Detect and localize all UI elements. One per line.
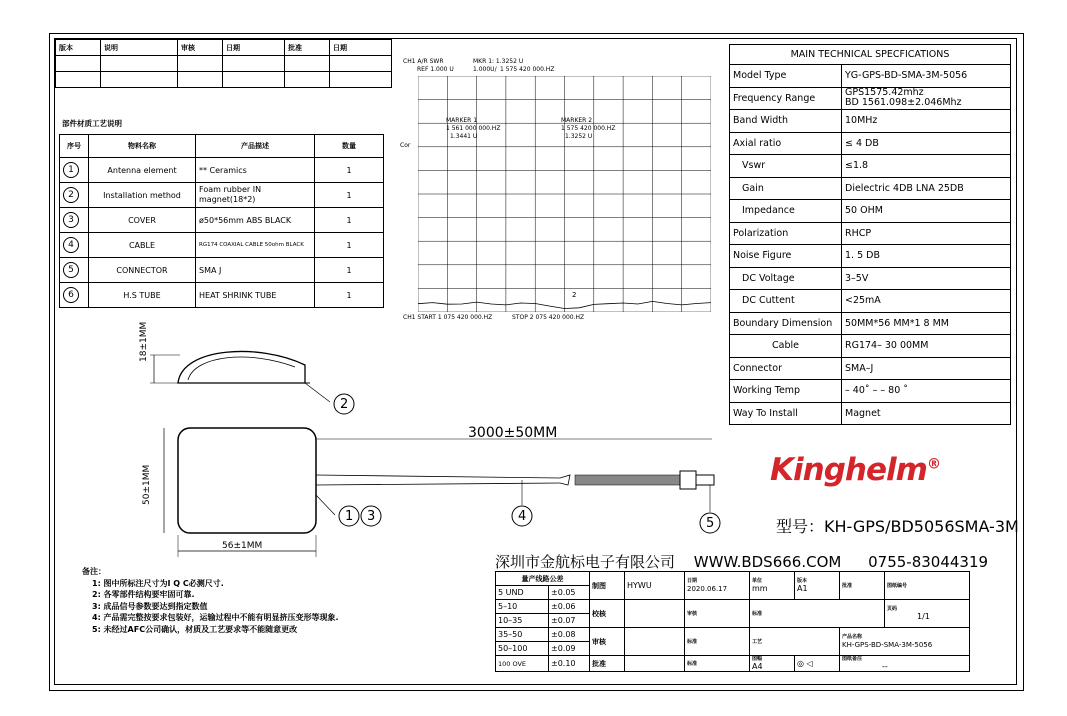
part-qty: 1 <box>315 183 384 208</box>
company-phone: 0755-83044319 <box>868 553 989 571</box>
parts-table <box>59 134 384 308</box>
spec-label: Vswr <box>730 155 842 178</box>
page-value: 1/1 <box>917 612 930 621</box>
spec-value: BD 1561.098±2.046Mhz <box>845 97 962 109</box>
spec-value: 1. 5 DB <box>842 245 1011 268</box>
spec-label: Band Width <box>730 110 842 133</box>
size-value: A4 <box>752 662 763 671</box>
part-desc: Foam rubber IN magnet(18*2) <box>196 183 315 208</box>
kinghelm-logo <box>770 452 940 488</box>
spec-value: Dielectric 4DB LNA 25DB <box>842 177 1011 200</box>
spec-label: DC Cuttent <box>730 290 842 313</box>
product-value: KH-GPS-BD-SMA-3M-5056 <box>842 641 933 649</box>
spec-value: GPS1575.42mhz <box>845 87 924 99</box>
cable-line-top <box>316 475 560 478</box>
row-number: 5 <box>63 262 79 278</box>
part-qty: 1 <box>315 208 384 233</box>
drawn-label: 制图 <box>590 572 625 600</box>
rev-header: 说明 <box>101 40 178 56</box>
callout-13-leader <box>316 495 335 515</box>
row-number: 2 <box>63 187 79 203</box>
tech-spec-table <box>729 44 1011 425</box>
chart-footer-start: CH1 START 1 075 420 000.HZ <box>403 314 493 321</box>
tech-title: MAIN TECHNICAL SPECFICATIONS <box>730 45 1011 65</box>
sma-connector-tip <box>696 475 714 485</box>
row-number: 1 <box>63 162 79 178</box>
part-qty: 1 <box>315 233 384 258</box>
chart-header-freq: 1 575 420 000.HZ <box>500 66 555 73</box>
std2-label: 标准 <box>687 638 698 645</box>
notes-block <box>82 566 339 635</box>
date-label: 日期 <box>687 578 698 584</box>
height-dim-label: 18±1MM <box>139 321 149 362</box>
size-label: 图幅 <box>752 656 763 662</box>
spec-label: Noise Figure <box>730 245 842 268</box>
parts-header: 序号 <box>60 135 89 158</box>
table-row <box>60 208 384 233</box>
rev-header: 审核 <box>178 40 223 56</box>
antenna-top-view <box>178 428 316 533</box>
check-label: 校核 <box>590 600 625 628</box>
chart-header-left: CH1 A/R SWR <box>403 58 444 65</box>
approve-label: 批准 <box>842 582 853 589</box>
row-number: 6 <box>63 287 79 303</box>
company-line <box>495 551 1015 572</box>
std3-label: 标准 <box>687 660 698 667</box>
spec-value: RG174– 30 00MM <box>842 335 1011 358</box>
marker2-label: MARKER 2 <box>561 117 593 124</box>
antenna-side-inner <box>188 357 295 380</box>
spec-label: Boundary Dimension <box>730 312 842 335</box>
cable-length-label: 3000±50MM <box>468 425 558 441</box>
table-row <box>60 233 384 258</box>
projection-symbol-icon: ◎ ◁ <box>797 659 813 668</box>
spec-label: Connector <box>730 357 842 380</box>
unit-value: mm <box>752 584 768 593</box>
callout-1-number: 1 <box>345 509 354 524</box>
tol-value: ±0.07 <box>549 614 590 628</box>
spec-value: <25mA <box>842 290 1011 313</box>
marker1-label: MARKER 1 <box>446 117 478 124</box>
antenna-side-view <box>178 351 305 383</box>
chart-ylabel: Cor <box>400 142 411 149</box>
spec-value: RHCP <box>842 222 1011 245</box>
spec-label: Working Temp <box>730 380 842 403</box>
spec-value: ≤ 4 DB <box>842 132 1011 155</box>
note-line: 3: 成品信号参数要达到指定数值 <box>92 601 208 611</box>
row-number: 4 <box>63 237 79 253</box>
spec-label: Axial ratio <box>730 132 842 155</box>
spec-label: Way To Install <box>730 402 842 425</box>
tol-value: ±0.10 <box>549 656 590 672</box>
callout-2-number: 2 <box>340 397 349 412</box>
callout-2-leader <box>305 383 330 402</box>
spec-label: Gain <box>730 177 842 200</box>
part-name: CABLE <box>89 233 196 258</box>
scale-value: A1 <box>797 584 808 593</box>
part-name: COVER <box>89 208 196 233</box>
chart-header-ref: REF 1.000 U <box>417 66 454 73</box>
note-line: 5: 未经过AFC公司确认，材质及工艺要求等不能随意更改 <box>92 624 298 634</box>
company-web: WWW.BDS666.COM <box>693 553 842 571</box>
date-value: 2020.06.17 <box>687 585 728 593</box>
note-line: 4: 产品需完整按要求包装好，运输过程中不能有明显挤压变形等现象. <box>92 613 339 622</box>
tol-header: 量产线路公差 <box>496 572 590 586</box>
spec-label: Frequency Range <box>730 87 842 110</box>
part-name: CONNECTOR <box>89 258 196 283</box>
parts-header: 物料名称 <box>89 135 196 158</box>
marker-flag: 2 <box>572 291 577 299</box>
audit2-label: 审核 <box>590 628 625 656</box>
parts-header: 数量 <box>315 135 384 158</box>
marker2-value: 1.3252 U <box>565 133 593 140</box>
part-qty: 1 <box>315 158 384 183</box>
callout-5-number: 5 <box>706 516 715 531</box>
width-dim-label: 50±1MM <box>142 464 152 505</box>
heat-shrink-tube <box>575 475 680 485</box>
tol-range: 100 OVE <box>496 656 549 672</box>
tol-range: 5–10 <box>496 600 549 614</box>
scale-label: 版本 <box>797 578 808 584</box>
chart-header-scale: 1.000U/ <box>473 66 497 73</box>
tol-range: 10–35 <box>496 614 549 628</box>
tol-value: ±0.05 <box>549 586 590 600</box>
rev-header: 日期 <box>223 40 285 56</box>
tol-value: ±0.08 <box>549 628 590 642</box>
part-desc: SMA J <box>196 258 315 283</box>
antenna-drawing <box>120 335 730 580</box>
tol-range: 5 UND <box>496 586 549 600</box>
marker2-freq: 1 575 420 000.HZ <box>561 125 616 132</box>
spec-value: 50MM*56 MM*1 8 MM <box>842 312 1011 335</box>
model-line: 型号：KH-GPS/BD5056SMA-3M <box>776 517 1019 536</box>
process-label: 工艺 <box>752 638 763 645</box>
part-desc: HEAT SHRINK TUBE <box>196 283 315 308</box>
chart-header-mkr: MKR 1: 1.3252 U <box>473 58 524 65</box>
brand-name: Kinghelm <box>770 452 927 488</box>
approve2-label: 批准 <box>590 656 625 672</box>
page-label: 页码 <box>887 606 898 612</box>
product-label: 产品名称 <box>842 634 863 640</box>
marker1-value: 1.3441 U <box>450 133 478 140</box>
table-row <box>60 258 384 283</box>
spec-value: 3–5V <box>842 267 1011 290</box>
parts-header: 产品描述 <box>196 135 315 158</box>
note-value: -- <box>882 662 888 671</box>
spec-value: – 40˚ – – 80 ˚ <box>842 380 1011 403</box>
rev-header: 版本 <box>56 40 101 56</box>
tol-value: ±0.09 <box>549 642 590 656</box>
part-name: Installation method <box>89 183 196 208</box>
row-number: 3 <box>63 212 79 228</box>
std-label: 标准 <box>752 610 763 617</box>
chart-footer-stop: STOP 2 075 420 000.HZ <box>512 314 585 321</box>
note-label: 图纸备注 <box>842 656 863 662</box>
spec-label: DC Voltage <box>730 267 842 290</box>
cable-line-bottom <box>316 483 560 485</box>
part-qty: 1 <box>315 258 384 283</box>
part-desc: ** Ceramics <box>196 158 315 183</box>
vswr-chart <box>418 76 711 312</box>
revision-table <box>55 39 392 88</box>
cable-break-mark <box>560 475 570 485</box>
drawn-by: HYWU <box>625 572 685 600</box>
chart-grid <box>418 76 711 312</box>
spec-value: YG-GPS-BD-SMA-3M-5056 <box>842 65 1011 88</box>
tol-range: 50–100 <box>496 642 549 656</box>
spec-label: Polarization <box>730 222 842 245</box>
part-desc: RG174 COAXIAL CABLE 50ohm BLACK <box>196 233 315 258</box>
rev-header: 批准 <box>285 40 330 56</box>
notes-title: 备注： <box>82 567 106 576</box>
spec-value: ≤1.8 <box>842 155 1011 178</box>
spec-value: SMA–J <box>842 357 1011 380</box>
audit-label: 审核 <box>687 610 698 617</box>
callout-4-number: 4 <box>518 509 527 524</box>
table-row <box>60 158 384 183</box>
title-block <box>495 571 970 672</box>
part-desc: ø50*56mm ABS BLACK <box>196 208 315 233</box>
marker1-freq: 1 561 000 000.HZ <box>446 125 501 132</box>
spec-label: Model Type <box>730 65 842 88</box>
tol-range: 35–50 <box>496 628 549 642</box>
spec-value: 50 OHM <box>842 200 1011 223</box>
company-name: 深圳市金航标电子有限公司 <box>495 553 676 571</box>
part-qty: 1 <box>315 283 384 308</box>
length-dim-label: 56±1MM <box>222 541 263 551</box>
spec-value: 10MHz <box>842 110 1011 133</box>
tol-value: ±0.06 <box>549 600 590 614</box>
unit-label: 单位 <box>752 578 763 584</box>
part-label: 图纸编号 <box>887 582 908 589</box>
callout-3-number: 3 <box>367 509 376 524</box>
brand-reg: ® <box>926 456 940 473</box>
parts-section-title: 部件材质工艺说明 <box>62 119 122 128</box>
sma-connector-body <box>680 471 696 489</box>
spec-value: Magnet <box>842 402 1011 425</box>
table-row <box>60 183 384 208</box>
spec-label: Cable <box>730 335 842 358</box>
note-line: 1: 图中所标注尺寸为I Q C必测尺寸. <box>92 578 224 588</box>
spec-label: Impedance <box>730 200 842 223</box>
note-line: 2: 各零部件结构要牢固可靠. <box>92 590 195 599</box>
part-name: H.S TUBE <box>89 283 196 308</box>
rev-header: 日期 <box>330 40 392 56</box>
table-row <box>60 283 384 308</box>
part-name: Antenna element <box>89 158 196 183</box>
